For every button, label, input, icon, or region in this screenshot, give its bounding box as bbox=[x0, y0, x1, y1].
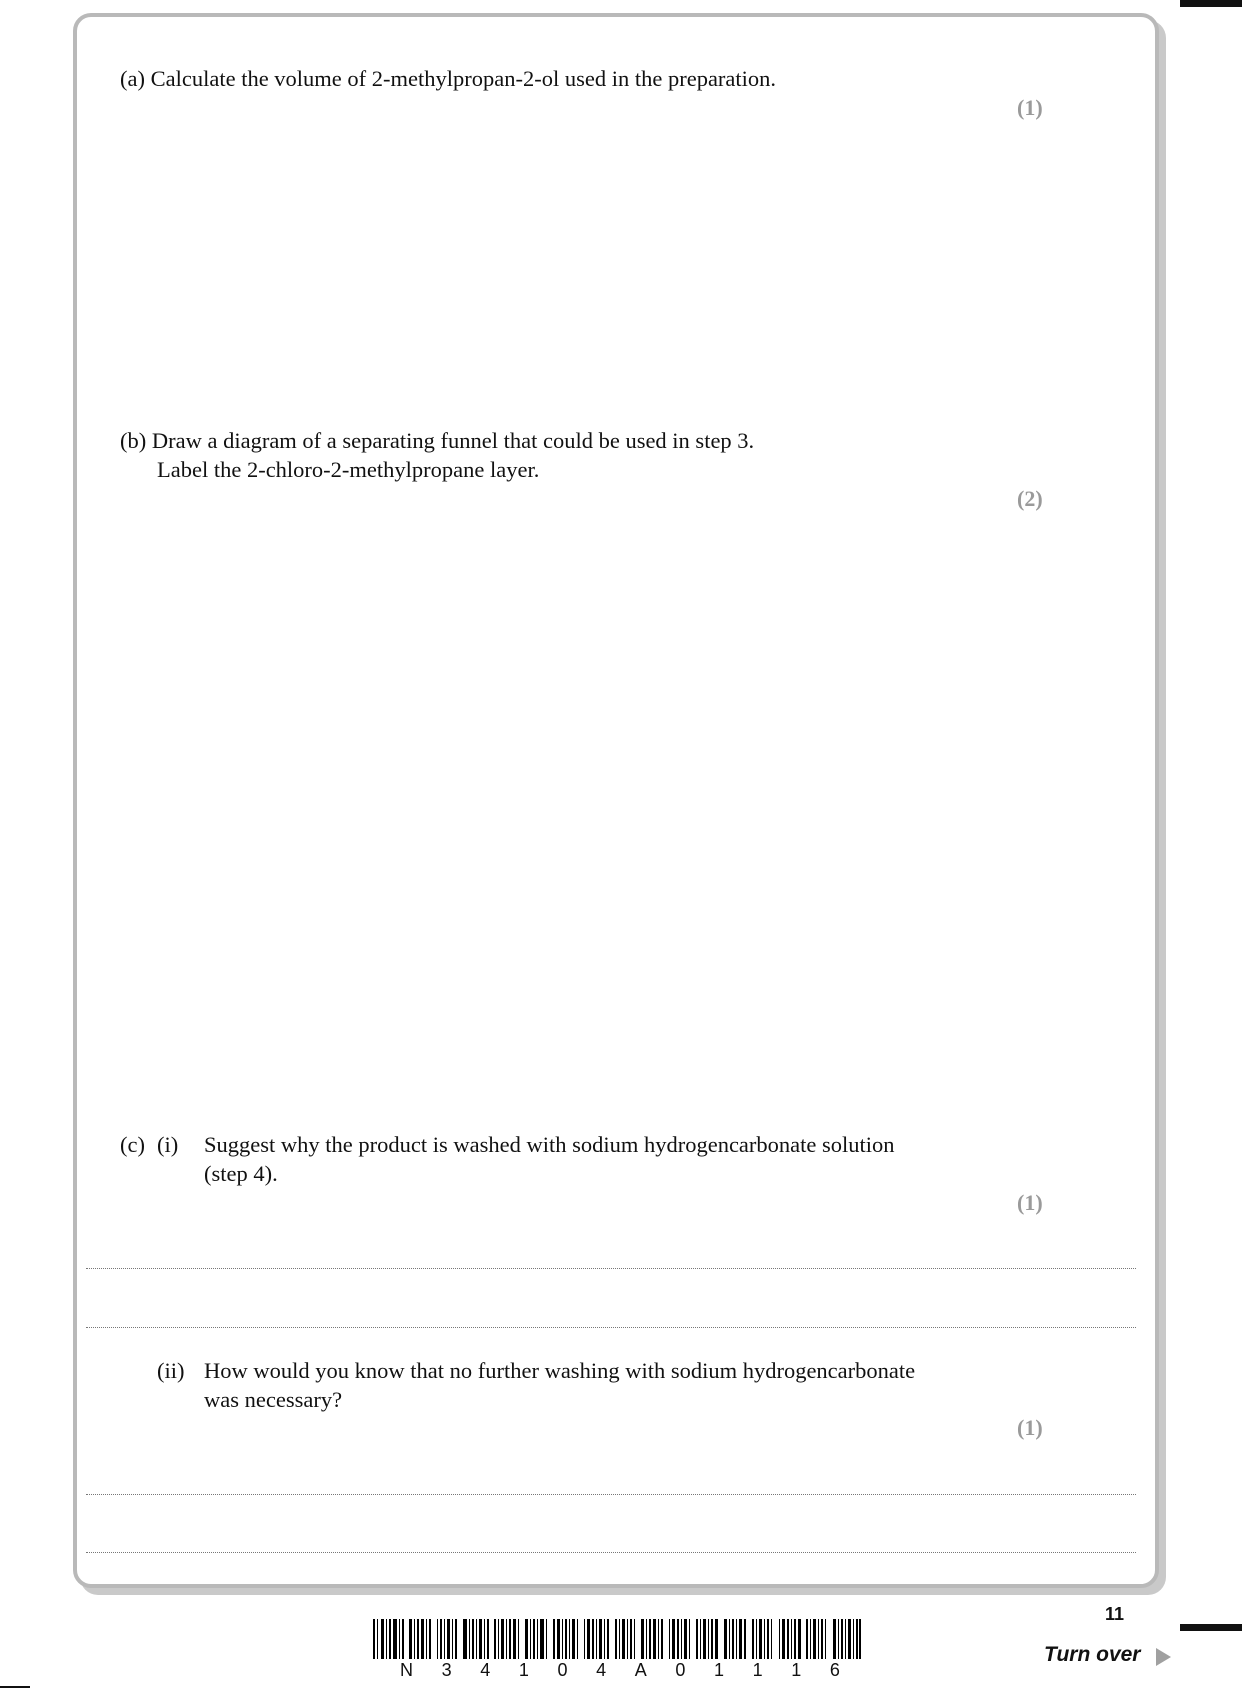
question-b-line2: Label the 2-chloro-2-methylpropane layer. bbox=[157, 457, 540, 482]
question-b-marks: (2) bbox=[1017, 486, 1043, 511]
question-c-ii-label: (ii) bbox=[157, 1358, 185, 1383]
barcode-digit: 1 bbox=[713, 1660, 724, 1680]
bottom-left-edge-mark bbox=[0, 1686, 30, 1688]
barcode-digit: 1 bbox=[518, 1660, 529, 1680]
question-b bbox=[120, 426, 754, 455]
barcode-digit: 6 bbox=[829, 1660, 840, 1680]
barcode-digit: 0 bbox=[675, 1660, 686, 1680]
top-right-edge-mark bbox=[1180, 0, 1242, 7]
barcode-digit: 1 bbox=[752, 1660, 763, 1680]
question-c-i-label: (i) bbox=[157, 1132, 179, 1157]
question-b-label: (b) bbox=[120, 428, 147, 453]
question-b-line1: Draw a diagram of a separating funnel that could be used in step 3. bbox=[151, 428, 755, 453]
question-c-ii-line2: was necessary? bbox=[204, 1387, 343, 1412]
question-a-marks: (1) bbox=[1017, 95, 1043, 120]
turn-over-label: Turn over bbox=[1044, 1643, 1141, 1666]
page-number: 11 bbox=[1105, 1604, 1125, 1624]
barcode-digit: 4 bbox=[596, 1660, 607, 1680]
answer-frame bbox=[73, 13, 1159, 1588]
barcode-digit: N bbox=[400, 1660, 413, 1680]
answer-line-c-i-2[interactable] bbox=[86, 1327, 1136, 1328]
question-a-text: Calculate the volume of 2-methylpropan-2-ol used in the preparation. bbox=[150, 66, 777, 91]
question-a bbox=[120, 64, 776, 93]
barcode-digit: A bbox=[634, 1660, 647, 1680]
answer-line-c-ii-1[interactable] bbox=[86, 1494, 1136, 1495]
question-c-i-line2: (step 4). bbox=[204, 1161, 278, 1186]
question-c-ii-marks: (1) bbox=[1017, 1415, 1043, 1440]
question-c-i-marks: (1) bbox=[1017, 1190, 1043, 1215]
barcode-digit: 3 bbox=[441, 1660, 452, 1680]
answer-line-c-i-1[interactable] bbox=[86, 1268, 1136, 1269]
bottom-right-edge-mark bbox=[1180, 1624, 1242, 1631]
barcode-digit: 4 bbox=[480, 1660, 491, 1680]
barcode-digit: 1 bbox=[791, 1660, 802, 1680]
question-a-label: (a) bbox=[120, 66, 145, 91]
barcode-number bbox=[400, 1660, 840, 1681]
barcode-digit: 0 bbox=[557, 1660, 568, 1680]
answer-line-c-ii-2[interactable] bbox=[86, 1552, 1136, 1553]
turn-over-arrow-icon bbox=[1156, 1648, 1171, 1666]
question-c-ii-line1: How would you know that no further washing with sodium hydrogencarbonate bbox=[204, 1358, 916, 1383]
barcode bbox=[373, 1619, 861, 1659]
question-c-i-line1: Suggest why the product is washed with sodium hydrogencarbonate solution bbox=[204, 1132, 895, 1157]
question-c-label: (c) bbox=[120, 1132, 145, 1157]
